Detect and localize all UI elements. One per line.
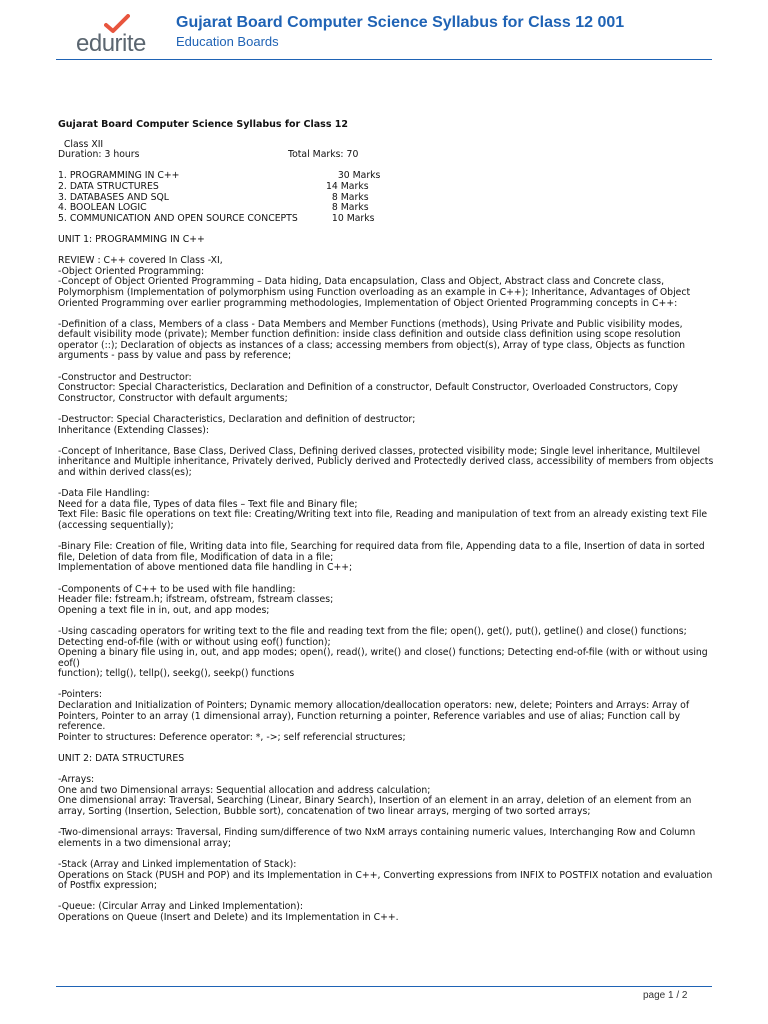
paragraph: -Binary File: Creation of file, Writing data into file, Searching for required data from file, Appending data to a file, Insertion of data in sorted file, Deletion of data from file, Modification of data in a file; — [58, 541, 705, 563]
paragraph: Text File: Basic file operations on text file: Creating/Writing text into file, Reading and manipulation of text from an already existing text File (accessing sequentially); — [58, 509, 708, 531]
marks-value: 10 Marks — [326, 212, 375, 224]
paragraph: Inheritance (Extending Classes): — [58, 424, 209, 436]
paragraph: REVIEW : C++ covered In Class -XI, — [58, 255, 223, 267]
paragraph: -Concept of Object Oriented Programming – Data hiding, Data encapsulation, Class and Object, Abstract class and Concrete class, Polymorphism (Implementation of polymorphism using Function overloading as an example in C++); Inheritance, Advantages of Object Oriented Programming over earlier programming methodologies, Implementation of Object Oriented Programming concepts in C++: — [58, 276, 691, 309]
paragraph: Detecting end-of-file (with or without using eof() function); — [58, 636, 331, 648]
paragraph: Opening a text file in in, out, and app modes; — [58, 604, 270, 616]
paragraph: -Two-dimensional arrays: Traversal, Finding sum/difference of two NxM arrays containing numeric values, Interchanging Row and Column elements in a two dimensional array; — [58, 827, 696, 849]
edurite-logo[interactable] — [76, 14, 146, 57]
duration-row — [58, 150, 718, 161]
paragraph: Declaration and Initialization of Pointers; Dynamic memory allocation/deallocation operators: new, delete; Pointers and Arrays: Array of Pointers, Pointer to an array (1 dimensional array), Function returning a pointer, Reference variables and use of alias; Function call by reference. — [58, 700, 690, 733]
paragraph: -Queue: (Circular Array and Linked Implementation): — [58, 901, 304, 913]
marks-unit: 1. PROGRAMMING IN C++ — [58, 170, 180, 182]
marks-value: 8 Marks — [326, 202, 369, 214]
marks-value: 14 Marks — [326, 180, 369, 192]
header-category-link[interactable]: Education Boards — [176, 34, 279, 49]
header-title: Gujarat Board Computer Science Syllabus for Class 12 001 — [176, 14, 625, 31]
header-divider — [56, 59, 712, 60]
paragraph: -Stack (Array and Linked implementation of Stack): — [58, 858, 297, 870]
footer-divider — [56, 986, 712, 987]
paragraph: One and two Dimensional arrays: Sequential allocation and address calculation; — [58, 784, 431, 796]
paragraph: -Concept of Inheritance, Base Class, Derived Class, Defining derived classes, protected visibility mode; Single level inheritance, Multilevel inheritance and Multiple inheritance, Privately derived, Publicly derived and Protectedly derived class, accessibility of members from objects and within derived class(es); — [58, 445, 714, 478]
paragraph: function); tellg(), tellp(), seekg(), seekp() functions — [58, 668, 295, 680]
marks-value: 8 Marks — [326, 191, 369, 203]
logo-text: edurite — [76, 30, 146, 57]
paragraph: -Using cascading operators for writing text to the file and reading text from the file; open(), get(), put(), getline() and close() functions; — [58, 625, 687, 637]
page-number: page 1 / 2 — [643, 990, 688, 1001]
marks-unit: 3. DATABASES AND SQL — [58, 191, 169, 203]
paragraph: -Pointers: — [58, 689, 102, 701]
paragraph: Need for a data file, Types of data files – Text file and Binary file; — [58, 498, 358, 510]
paragraph: -Arrays: — [58, 774, 95, 786]
paragraph: Operations on Queue (Insert and Delete) and its Implementation in C++. — [58, 911, 399, 923]
paragraph: Constructor: Special Characteristics, Declaration and Definition of a constructor, Default Constructor, Overloaded Constructors, Copy Constructor, Constructor with default arguments; — [58, 382, 679, 404]
paragraph: Pointer to structures: Deference operator: *, ->; self referencial structures; — [58, 731, 406, 743]
marks-unit: 4. BOOLEAN LOGIC — [58, 202, 147, 214]
paragraph: -Data File Handling: — [58, 488, 150, 500]
paragraph: One dimensional array: Traversal, Searching (Linear, Binary Search), Insertion of an element in an array, deletion of an element from an array, Sorting (Insertion, Selection, Bubble sort), concatenation of two linear arrays, merging of two sorted arrays; — [58, 795, 692, 817]
class-line: Class XII — [58, 138, 104, 150]
unit2-heading: UNIT 2: DATA STRUCTURES — [58, 753, 185, 765]
document-body — [58, 120, 718, 924]
marks-unit: 5. COMMUNICATION AND OPEN SOURCE CONCEPTS — [58, 212, 298, 224]
paragraph: Implementation of above mentioned data file handling in C++; — [58, 562, 353, 574]
total-marks-text: Total Marks: 70 — [288, 149, 359, 161]
unit1-heading: UNIT 1: PROGRAMMING IN C++ — [58, 233, 205, 245]
paragraph: Opening a binary file using in, out, and app modes; open(), read(), write() and close() functions; Detecting end-of-file (with or without using eof() — [58, 647, 708, 669]
marks-row — [58, 193, 718, 204]
document-title: Gujarat Board Computer Science Syllabus for Class 12 — [58, 119, 349, 130]
paragraph: -Constructor and Destructor: — [58, 371, 192, 383]
paragraph: -Destructor: Special Characteristics, Declaration and definition of destructor; — [58, 414, 416, 426]
marks-table — [58, 171, 718, 224]
marks-value: 30 Marks — [326, 170, 381, 182]
marks-row — [58, 182, 718, 193]
marks-row — [58, 214, 718, 225]
paragraph: -Definition of a class, Members of a class - Data Members and Member Functions (methods), Using Private and Public visibility modes, default visibility mode (private); Member function definition: inside class definition and outside class definition using scope resolution operator (::); Declaration of objects as instances of a class; accessing members from object(s), Array of type class, Objects as function arguments - pass by value and pass by reference; — [58, 318, 686, 362]
paragraph: -Components of C++ to be used with file handling: — [58, 583, 296, 595]
duration-text: Duration: 3 hours — [58, 149, 140, 161]
page-header — [0, 0, 768, 60]
paragraph: Operations on Stack (PUSH and POP) and its Implementation in C++, Converting expressions from INFIX to POSTFIX notation and evaluation of Postfix expression; — [58, 869, 713, 892]
paragraph: Header file: fstream.h; ifstream, ofstream, fstream classes; — [58, 594, 334, 606]
paragraph: -Object Oriented Programming: — [58, 265, 205, 277]
marks-unit: 2. DATA STRUCTURES — [58, 180, 159, 192]
